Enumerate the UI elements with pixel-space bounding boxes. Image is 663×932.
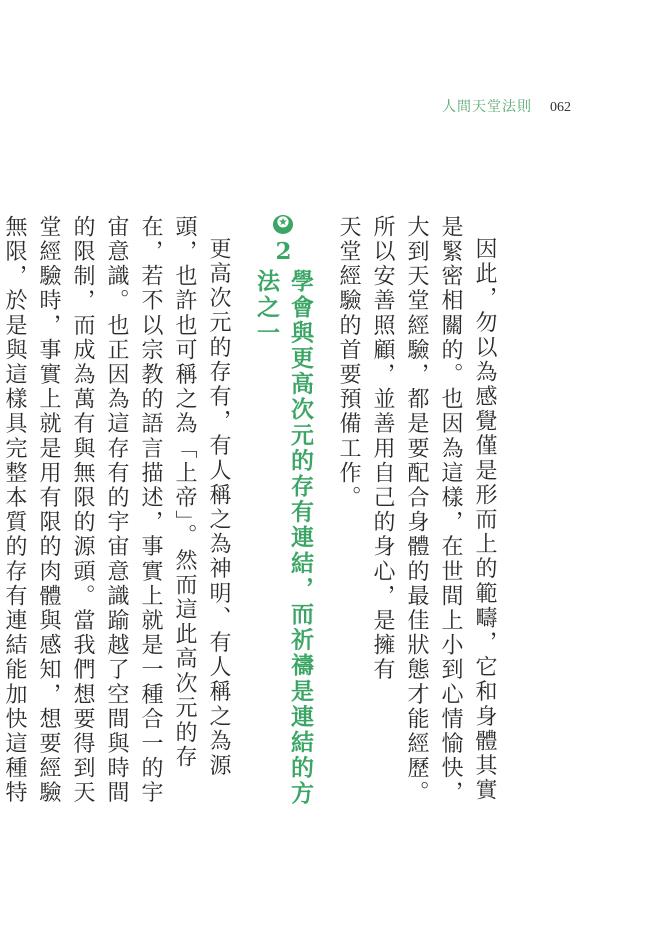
page-number: 062 bbox=[550, 100, 571, 115]
star-bullet-icon: ✪ bbox=[275, 215, 291, 234]
paragraph-1: 因此，勿以為感覺僅是形而上的範疇，它和身體其實是緊密相關的。也因為這樣，在世間上小到心情愉快，大到天堂經驗，都是要配合身體的最佳狀態才能經歷。所以安善照顧，並善用自己的身心，是擁有 bbox=[370, 215, 497, 806]
vertical-body-text bbox=[0, 215, 501, 815]
page-header bbox=[442, 96, 571, 116]
section-number: 2 bbox=[270, 237, 297, 268]
section-heading bbox=[249, 215, 317, 815]
section-heading-text: 學會與更高次元的存有連結，而祈禱是連結的方法之一 bbox=[253, 269, 314, 807]
paragraph-2: 更高次元的存有，有人稱之為神明、有人稱之為源頭，也許也可稱之為「上帝」。然而這此高次元的存在，若不以宗教的語言描述，事實上就是一種合一的宇宙意識。也正因為這存有的宇宙意識踰越了空間與時間的限制，而成為萬有與無限的源頭。當我們想要得到天堂經驗時，事實上就是用有限的肉體與感知，想要經驗無限，於是與這樣具完整本質的存有連結能加快這種特 bbox=[2, 215, 231, 806]
paragraph-1-continued: 天堂經驗的首要預備工作。 bbox=[336, 215, 361, 511]
running-title: 人間天堂法則 bbox=[442, 99, 532, 115]
